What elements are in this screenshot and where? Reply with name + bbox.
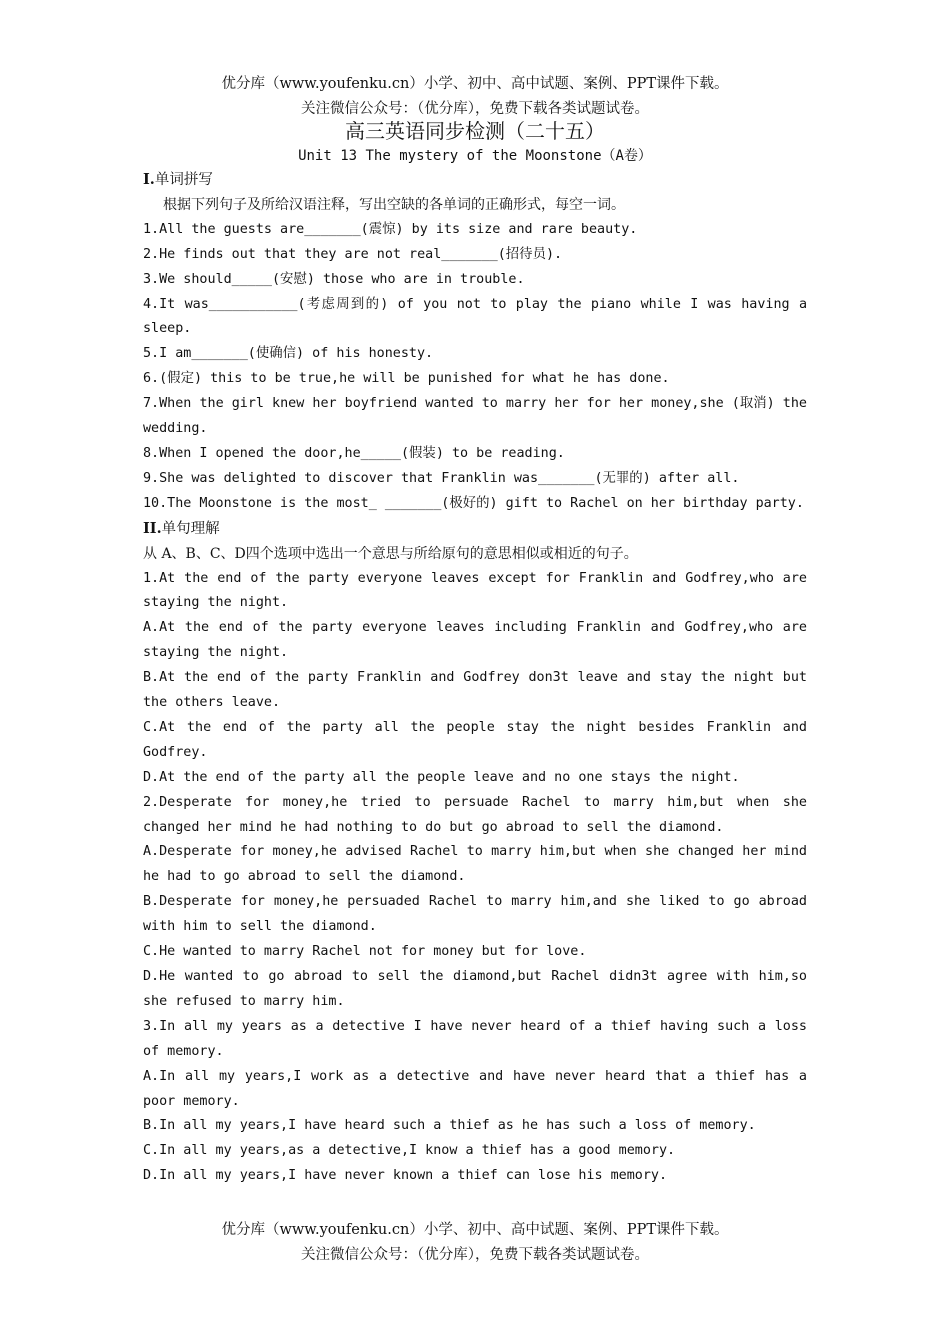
question-item: 6.(假定) this to be true,he will be punished for what he has done. (143, 371, 670, 387)
section-1-number: I. (143, 171, 155, 188)
option-item: B.At the end of the party Franklin and Godfrey don3t leave and stay the night but the others leave. (143, 670, 807, 711)
section-1-name: 单词拼写 (154, 172, 213, 188)
question-item: 4.It was___________(考虑周到的) of you not to play the piano while I was having a sleep. (143, 296, 807, 337)
option-item: C.In all my years,as a detective,I know a thief has a good memory. (143, 1143, 676, 1159)
question-item: 9.She was delighted to discover that Franklin was_______(无罪的) after all. (143, 470, 740, 486)
question-item: 3.In all my years as a detective I have never heard of a thief having such a loss of memory. (143, 1018, 807, 1059)
question-item: 1.At the end of the party everyone leaves except for Franklin and Godfrey,who are staying the night. (143, 570, 807, 611)
option-item: A.In all my years,I work as a detective and have never heard that a thief has a poor memory. (143, 1068, 807, 1109)
question-item: 10.The Moonstone is the most_ _______(极好的) gift to Rachel on her birthday party. (143, 495, 804, 511)
question-item: 2.Desperate for money,he tried to persuade Rachel to marry him,but when she changed her mind he had nothing to do but go abroad to sell the diamond. (143, 794, 807, 835)
section-2-instruction: 从 A、B、C、D四个选项中选出一个意思与所给原句的意思相似或相近的句子。 (143, 545, 638, 562)
section-2-number: II. (143, 519, 162, 537)
footer-ad-line-1: 优分库（www.youfenku.cn）小学、初中、高中试题、案例、PPT课件下载。 (221, 1222, 729, 1238)
question-item: 2.He finds out that they are not real_______(招待员). (143, 246, 563, 262)
header-ad-line-2: 关注微信公众号：（优分库），免费下载各类试题试卷。 (301, 101, 649, 117)
option-item: D.In all my years,I have never known a thief can lose his memory. (143, 1168, 668, 1184)
page-subtitle: Unit 13 The mystery of the Moonstone（A卷） (298, 148, 652, 164)
question-item: 3.We should_____(安慰) those who are in trouble. (143, 271, 525, 287)
document-body (143, 168, 807, 1189)
option-item: D.At the end of the party all the people leave and no one stays the night. (143, 769, 740, 785)
footer-ad-line-2: 关注微信公众号：（优分库），免费下载各类试题试卷。 (301, 1247, 649, 1263)
option-item: A.At the end of the party everyone leaves including Franklin and Godfrey,who are staying the night. (143, 620, 807, 661)
question-item: 5.I am_______(使确信) of his honesty. (143, 346, 434, 362)
section-2-name: 单句理解 (161, 520, 220, 537)
question-item: 8.When I opened the door,he_____(假装) to be reading. (143, 445, 565, 461)
option-item: B.In all my years,I have heard such a thief as he has such a loss of memory. (143, 1118, 756, 1134)
section-1-heading (143, 168, 807, 193)
option-item: D.He wanted to go abroad to sell the diamond,but Rachel didn3t agree with him,so she refused to marry him. (143, 969, 807, 1009)
option-item: C.At the end of the party all the people stay the night besides Franklin and Godfrey. (143, 719, 807, 760)
section-2-heading (143, 517, 807, 542)
question-item: 1.All the guests are_______(震惊) by its size and rare beauty. (143, 221, 638, 237)
option-item: C.He wanted to marry Rachel not for money but for love. (143, 944, 587, 960)
page-title: 高三英语同步检测（二十五） (345, 119, 605, 143)
section-1-instruction: 根据下列句子及所给汉语注释，写出空缺的各单词的正确形式，每空一词。 (163, 196, 625, 213)
option-item: A.Desperate for money,he advised Rachel to marry him,but when she changed her mind he had to go abroad to sell the diamond. (143, 844, 807, 885)
header-ad-line-1: 优分库（www.youfenku.cn）小学、初中、高中试题、案例、PPT课件下载。 (221, 76, 729, 92)
option-item: B.Desperate for money,he persuaded Rachel to marry him,and she liked to go abroad with him to sell the diamond. (143, 894, 807, 935)
question-item: 7.When the girl knew her boyfriend wanted to marry her for her money,she (取消) the wedding. (143, 396, 807, 437)
